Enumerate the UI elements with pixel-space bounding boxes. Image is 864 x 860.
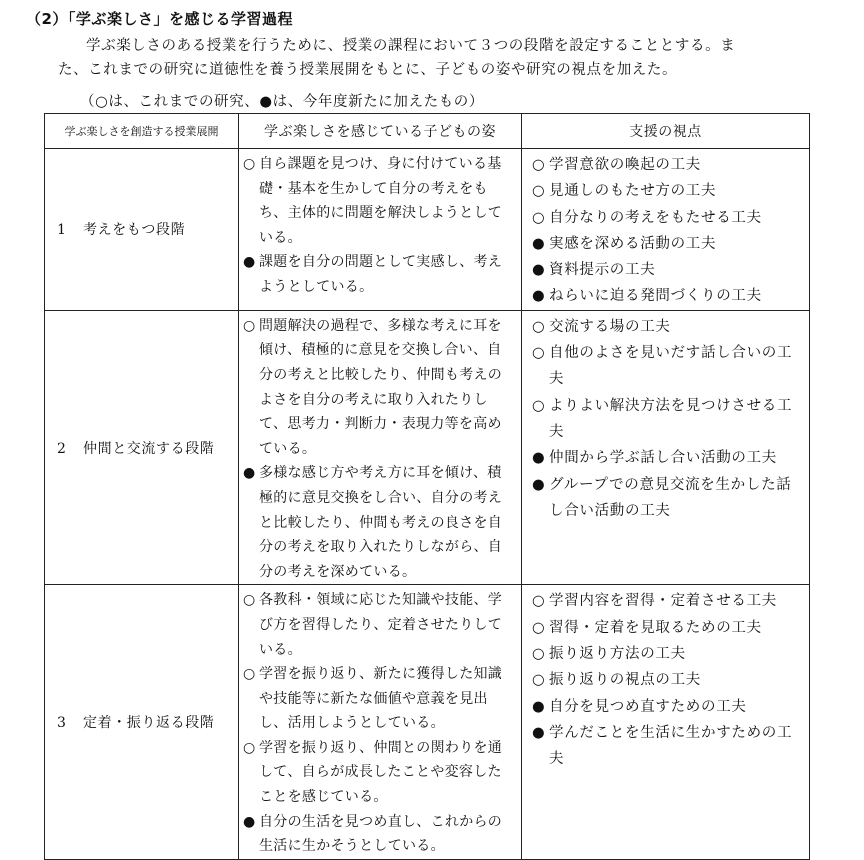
item-text: 振り返りの視点の工夫	[549, 672, 701, 689]
list-item	[532, 205, 805, 231]
item-text: 問題解決の過程で、多様な考えに耳を傾け、積極的に意見を交換し合い、自分の考えと比較したり、仲間も考えのよさを自分の考えに取り入れたりして、思考力・判断力・表現力等を高めている。	[259, 317, 503, 457]
intro-line-1: 学ぶ楽しさのある授業を行うために、授業の課程において３つの段階を設定することとする。ま	[86, 38, 736, 54]
item-text: 自分なりの考えをもたせる工夫	[549, 209, 762, 226]
item-text: 習得・定着を見取るための工夫	[549, 619, 762, 636]
legend-note: （○は、これまでの研究、●は、今年度新たに加えたもの）	[80, 94, 485, 110]
bullet-mark: ○	[532, 397, 546, 414]
list-item	[243, 810, 515, 859]
bullet-mark: ○	[532, 619, 546, 636]
list-item	[532, 588, 805, 614]
child-figure-cell	[239, 585, 522, 860]
list-item	[243, 662, 515, 736]
bullet-mark: ●	[243, 465, 256, 482]
bullet-mark: ○	[243, 592, 256, 609]
list-item	[532, 667, 805, 693]
support-cell	[522, 149, 810, 311]
item-text: 資料提示の工夫	[549, 262, 656, 279]
list-item	[532, 283, 805, 309]
header-lesson-development: 学ぶ楽しさを創造する授業展開	[45, 114, 239, 149]
item-text: ねらいに迫る発問づくりの工夫	[549, 288, 762, 305]
item-text: 課題を自分の問題として実感し、考えようとしている。	[259, 254, 503, 295]
bullet-mark: ○	[243, 156, 256, 172]
stage-number: 2	[57, 440, 67, 457]
item-text: よりよい解決方法を見つけさせる工夫	[549, 397, 793, 440]
stage-number: 1	[57, 222, 67, 239]
bullet-mark: ●	[532, 698, 546, 715]
bullet-mark: ●	[243, 254, 256, 271]
bullet-mark: ○	[532, 183, 546, 200]
stage-number: 3	[57, 715, 67, 732]
list-item	[532, 641, 805, 667]
header-support-viewpoint: 支援の視点	[522, 114, 810, 149]
child-figure-cell	[239, 310, 522, 585]
list-item	[532, 152, 805, 178]
support-cell	[522, 310, 810, 585]
item-text: 学習内容を習得・定着させる工夫	[549, 593, 777, 610]
list-item	[243, 250, 515, 299]
list-item	[532, 694, 805, 720]
bullet-mark: ○	[243, 666, 256, 683]
item-text: 交流する場の工夫	[549, 318, 671, 335]
bullet-mark: ○	[532, 672, 546, 689]
bullet-mark: ○	[243, 739, 256, 756]
list-item	[243, 736, 515, 810]
item-text: 仲間から学ぶ話し合い活動の工夫	[549, 450, 777, 467]
header-child-figure: 学ぶ楽しさを感じている子どもの姿	[239, 114, 522, 149]
item-text: 振り返り方法の工夫	[549, 645, 686, 662]
stage-cell	[45, 149, 239, 311]
list-item	[243, 588, 515, 662]
item-text: 学習を振り返り、仲間との関わりを通して、自らが成長したことや変容したことを感じている。	[259, 739, 503, 806]
intro-paragraph	[58, 34, 850, 82]
support-cell	[522, 585, 810, 860]
stage-cell	[45, 310, 239, 585]
item-text: 多様な感じ方や考え方に耳を傾け、積極的に意見交換をし合い、自分の考えと比較したり、仲間も考えの良さを自分の考えを取り入れたりしながら、自分の考えを深めている。	[259, 465, 503, 580]
bullet-mark: ●	[532, 288, 546, 305]
bullet-mark: ●	[532, 476, 546, 493]
bullet-mark: ○	[532, 645, 546, 662]
child-figure-cell	[239, 149, 522, 311]
stage-label: 定着・振り返る段階	[83, 715, 215, 732]
list-item	[243, 461, 515, 584]
item-text: 学習意欲の喚起の工夫	[549, 157, 701, 173]
table-row	[45, 585, 810, 860]
item-text: 各教科・領域に応じた知識や技能、学び方を習得したり、定着させたりしている。	[259, 592, 503, 658]
intro-line-2: た、これまでの研究に道徳性を養う授業展開をもとに、子どもの姿や研究の視点を加えた。	[58, 62, 678, 78]
bullet-mark: ○	[532, 345, 546, 362]
bullet-mark: ●	[243, 813, 256, 830]
learning-process-table	[44, 113, 810, 860]
item-text: グループでの意見交流を生かした話し合い活動の工夫	[549, 476, 792, 519]
list-item	[532, 393, 805, 446]
bullet-mark: ●	[532, 262, 546, 279]
item-text: 自分を見つめ直すための工夫	[549, 698, 747, 715]
bullet-mark: ○	[243, 317, 256, 334]
list-item	[532, 231, 805, 257]
bullet-mark: ○	[532, 318, 546, 335]
item-text: 自他のよさを見いだす話し合いの工夫	[549, 345, 793, 388]
list-item	[532, 314, 805, 340]
bullet-mark: ●	[532, 235, 546, 252]
list-item	[532, 340, 805, 393]
list-item	[532, 472, 805, 525]
bullet-mark: ●	[532, 724, 546, 741]
item-text: 実感を深める活動の工夫	[549, 235, 717, 252]
list-item	[532, 445, 805, 471]
item-text: 学習を振り返り、新たに獲得した知識や技能等に新たな価値や意義を見出し、活用しようとしている。	[259, 666, 503, 732]
list-item	[243, 314, 515, 462]
list-item	[532, 615, 805, 641]
list-item	[532, 257, 805, 283]
item-text: 自分の生活を見つめ直し、これからの生活に生かそうとしている。	[259, 813, 503, 855]
bullet-mark: ○	[532, 157, 546, 173]
bullet-mark: ○	[532, 209, 546, 226]
list-item	[532, 178, 805, 204]
item-text: 学んだことを生活に生かすための工夫	[549, 724, 793, 768]
bullet-mark: ○	[532, 593, 546, 610]
item-text: 見通しのもたせ方の工夫	[549, 183, 717, 200]
table-header-row	[45, 114, 810, 149]
bullet-mark: ●	[532, 450, 546, 467]
stage-label: 仲間と交流する段階	[83, 440, 215, 457]
table-row	[45, 149, 810, 311]
section-heading: （2）「学ぶ楽しさ」を感じる学習過程	[26, 10, 293, 28]
list-item	[243, 152, 515, 250]
item-text: 自ら課題を見つけ、身に付けている基礎・基本を生かして自分の考えをもち、主体的に問題を解決しようとしている。	[259, 156, 503, 246]
table-row	[45, 310, 810, 585]
list-item	[532, 720, 805, 773]
stage-cell	[45, 585, 239, 860]
stage-label: 考えをもつ段階	[83, 222, 186, 239]
